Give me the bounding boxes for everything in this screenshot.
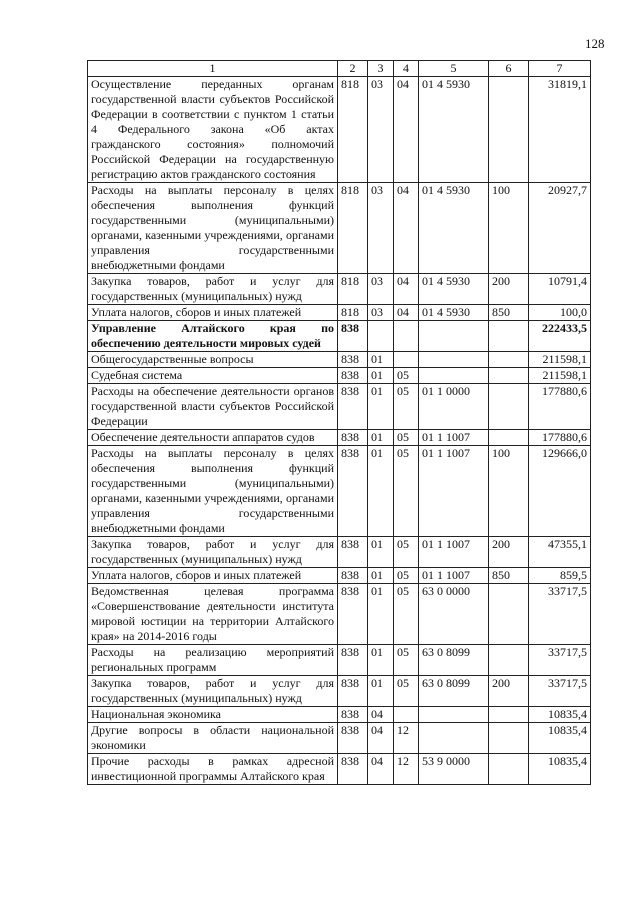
- ministry-code-cell: 818: [338, 77, 368, 183]
- ministry-code-cell: 838: [338, 321, 368, 352]
- column-header: 4: [394, 61, 419, 77]
- amount-cell: 129666,0: [529, 446, 591, 537]
- target-article-cell: 63 0 0000: [419, 584, 489, 645]
- row-name-cell: Другие вопросы в области национальной экономики: [88, 723, 338, 754]
- amount-cell: 177880,6: [529, 384, 591, 430]
- row-name-cell: Закупка товаров, работ и услуг для государственных (муниципальных) нужд: [88, 274, 338, 305]
- target-article-cell: 63 0 8099: [419, 676, 489, 707]
- section-code-cell: 03: [368, 77, 394, 183]
- column-header: 2: [338, 61, 368, 77]
- amount-cell: 10835,4: [529, 707, 591, 723]
- subsection-code-cell: [394, 352, 419, 368]
- section-code-cell: 01: [368, 537, 394, 568]
- row-name-cell: Расходы на обеспечение деятельности органов государственной власти субъектов Российской Федерации: [88, 384, 338, 430]
- row-name-cell: Прочие расходы в рамках адресной инвестиционной программы Алтайского края: [88, 754, 338, 785]
- table-row: [88, 430, 591, 446]
- expense-type-cell: 850: [489, 305, 529, 321]
- budget-table: [87, 60, 591, 785]
- amount-cell: 20927,7: [529, 183, 591, 274]
- amount-cell: 33717,5: [529, 676, 591, 707]
- amount-cell: 10835,4: [529, 723, 591, 754]
- column-header: 5: [419, 61, 489, 77]
- row-name-cell: Расходы на выплаты персоналу в целях обеспечения выполнения функций государственными (муниципальными) органами, казенными учреждениями, органами управления государственными внебюджетными фондами: [88, 446, 338, 537]
- column-header: 6: [489, 61, 529, 77]
- target-article-cell: [419, 321, 489, 352]
- section-code-cell: 03: [368, 305, 394, 321]
- subsection-code-cell: 04: [394, 183, 419, 274]
- section-code-cell: 03: [368, 183, 394, 274]
- table-row: [88, 305, 591, 321]
- row-name-cell: Закупка товаров, работ и услуг для государственных (муниципальных) нужд: [88, 676, 338, 707]
- ministry-code-cell: 838: [338, 352, 368, 368]
- subsection-code-cell: 05: [394, 430, 419, 446]
- target-article-cell: [419, 723, 489, 754]
- subsection-code-cell: 04: [394, 305, 419, 321]
- amount-cell: 47355,1: [529, 537, 591, 568]
- ministry-code-cell: 838: [338, 645, 368, 676]
- table-row: [88, 723, 591, 754]
- row-name-cell: Уплата налогов, сборов и иных платежей: [88, 305, 338, 321]
- amount-cell: 31819,1: [529, 77, 591, 183]
- target-article-cell: [419, 352, 489, 368]
- subsection-code-cell: 05: [394, 568, 419, 584]
- ministry-code-cell: 838: [338, 707, 368, 723]
- amount-cell: 100,0: [529, 305, 591, 321]
- ministry-code-cell: 838: [338, 368, 368, 384]
- section-code-cell: 01: [368, 430, 394, 446]
- ministry-code-cell: 818: [338, 183, 368, 274]
- ministry-code-cell: 818: [338, 274, 368, 305]
- row-name-cell: Общегосударственные вопросы: [88, 352, 338, 368]
- target-article-cell: [419, 368, 489, 384]
- expense-type-cell: 100: [489, 183, 529, 274]
- section-code-cell: [368, 321, 394, 352]
- table-header-row: [88, 61, 591, 77]
- section-code-cell: 01: [368, 584, 394, 645]
- table-row: [88, 707, 591, 723]
- row-name-cell: Осуществление переданных органам государственной власти субъектов Российской Федерации в соответствии с пунктом 1 статьи 4 Федерального закона «Об актах гражданского состояния» полномочий Российской Федерации на государственную регистрацию актов гражданского состояния: [88, 77, 338, 183]
- amount-cell: 177880,6: [529, 430, 591, 446]
- ministry-code-cell: 838: [338, 446, 368, 537]
- expense-type-cell: 100: [489, 446, 529, 537]
- expense-type-cell: [489, 645, 529, 676]
- expense-type-cell: [489, 368, 529, 384]
- row-name-cell: Уплата налогов, сборов и иных платежей: [88, 568, 338, 584]
- amount-cell: 10791,4: [529, 274, 591, 305]
- ministry-code-cell: 818: [338, 305, 368, 321]
- section-code-cell: 01: [368, 568, 394, 584]
- target-article-cell: 53 9 0000: [419, 754, 489, 785]
- subsection-code-cell: 04: [394, 274, 419, 305]
- subsection-code-cell: 04: [394, 77, 419, 183]
- subsection-code-cell: 05: [394, 584, 419, 645]
- row-name-cell: Обеспечение деятельности аппаратов судов: [88, 430, 338, 446]
- expense-type-cell: [489, 584, 529, 645]
- page-number: 128: [585, 36, 605, 51]
- expense-type-cell: [489, 707, 529, 723]
- row-name-cell: Расходы на выплаты персоналу в целях обеспечения выполнения функций государственными (муниципальными) органами, казенными учреждениями, органами управления государственными внебюджетными фондами: [88, 183, 338, 274]
- section-code-cell: 04: [368, 707, 394, 723]
- ministry-code-cell: 838: [338, 384, 368, 430]
- target-article-cell: 01 4 5930: [419, 77, 489, 183]
- target-article-cell: 01 4 5930: [419, 274, 489, 305]
- ministry-code-cell: 838: [338, 568, 368, 584]
- subsection-code-cell: 05: [394, 676, 419, 707]
- amount-cell: 33717,5: [529, 645, 591, 676]
- table-row: [88, 446, 591, 537]
- ministry-code-cell: 838: [338, 584, 368, 645]
- expense-type-cell: [489, 430, 529, 446]
- amount-cell: 33717,5: [529, 584, 591, 645]
- target-article-cell: 01 1 1007: [419, 446, 489, 537]
- ministry-code-cell: 838: [338, 430, 368, 446]
- column-header: 7: [529, 61, 591, 77]
- row-name-cell: Расходы на реализацию мероприятий региональных программ: [88, 645, 338, 676]
- subsection-code-cell: 12: [394, 754, 419, 785]
- expense-type-cell: 200: [489, 537, 529, 568]
- table-row: [88, 645, 591, 676]
- expense-type-cell: [489, 77, 529, 183]
- ministry-code-cell: 838: [338, 723, 368, 754]
- section-code-cell: 01: [368, 446, 394, 537]
- table-row: [88, 537, 591, 568]
- section-code-cell: 01: [368, 352, 394, 368]
- row-name-cell: Управление Алтайского края по обеспечению деятельности мировых судей: [88, 321, 338, 352]
- column-header: 1: [88, 61, 338, 77]
- target-article-cell: 63 0 8099: [419, 645, 489, 676]
- subsection-code-cell: 05: [394, 368, 419, 384]
- section-code-cell: 01: [368, 676, 394, 707]
- table-row: [88, 584, 591, 645]
- amount-cell: 222433,5: [529, 321, 591, 352]
- table-row: [88, 77, 591, 183]
- expense-type-cell: [489, 352, 529, 368]
- expense-type-cell: [489, 321, 529, 352]
- table-row: [88, 352, 591, 368]
- section-code-cell: 04: [368, 723, 394, 754]
- subsection-code-cell: 05: [394, 384, 419, 430]
- subsection-code-cell: 05: [394, 645, 419, 676]
- table-row: [88, 368, 591, 384]
- row-name-cell: Закупка товаров, работ и услуг для государственных (муниципальных) нужд: [88, 537, 338, 568]
- table-row: [88, 384, 591, 430]
- table-row: [88, 321, 591, 352]
- table-row: [88, 568, 591, 584]
- target-article-cell: 01 4 5930: [419, 183, 489, 274]
- table-row: [88, 754, 591, 785]
- section-code-cell: 04: [368, 754, 394, 785]
- section-code-cell: 03: [368, 274, 394, 305]
- table-body: [88, 77, 591, 785]
- table-row: [88, 274, 591, 305]
- section-code-cell: 01: [368, 368, 394, 384]
- subsection-code-cell: [394, 707, 419, 723]
- expense-type-cell: [489, 384, 529, 430]
- expense-type-cell: 200: [489, 274, 529, 305]
- target-article-cell: 01 4 5930: [419, 305, 489, 321]
- amount-cell: 211598,1: [529, 352, 591, 368]
- ministry-code-cell: 838: [338, 537, 368, 568]
- amount-cell: 211598,1: [529, 368, 591, 384]
- subsection-code-cell: [394, 321, 419, 352]
- amount-cell: 859,5: [529, 568, 591, 584]
- target-article-cell: 01 1 0000: [419, 384, 489, 430]
- subsection-code-cell: 05: [394, 537, 419, 568]
- section-code-cell: 01: [368, 384, 394, 430]
- column-header: 3: [368, 61, 394, 77]
- target-article-cell: 01 1 1007: [419, 568, 489, 584]
- expense-type-cell: 850: [489, 568, 529, 584]
- expense-type-cell: [489, 723, 529, 754]
- target-article-cell: [419, 707, 489, 723]
- row-name-cell: Ведомственная целевая программа «Совершенствование деятельности института мировой юстиции на территории Алтайского края» на 2014-2016 годы: [88, 584, 338, 645]
- table-row: [88, 183, 591, 274]
- ministry-code-cell: 838: [338, 754, 368, 785]
- row-name-cell: Национальная экономика: [88, 707, 338, 723]
- expense-type-cell: 200: [489, 676, 529, 707]
- amount-cell: 10835,4: [529, 754, 591, 785]
- row-name-cell: Судебная система: [88, 368, 338, 384]
- table-row: [88, 676, 591, 707]
- expense-type-cell: [489, 754, 529, 785]
- section-code-cell: 01: [368, 645, 394, 676]
- target-article-cell: 01 1 1007: [419, 430, 489, 446]
- ministry-code-cell: 838: [338, 676, 368, 707]
- target-article-cell: 01 1 1007: [419, 537, 489, 568]
- subsection-code-cell: 05: [394, 446, 419, 537]
- subsection-code-cell: 12: [394, 723, 419, 754]
